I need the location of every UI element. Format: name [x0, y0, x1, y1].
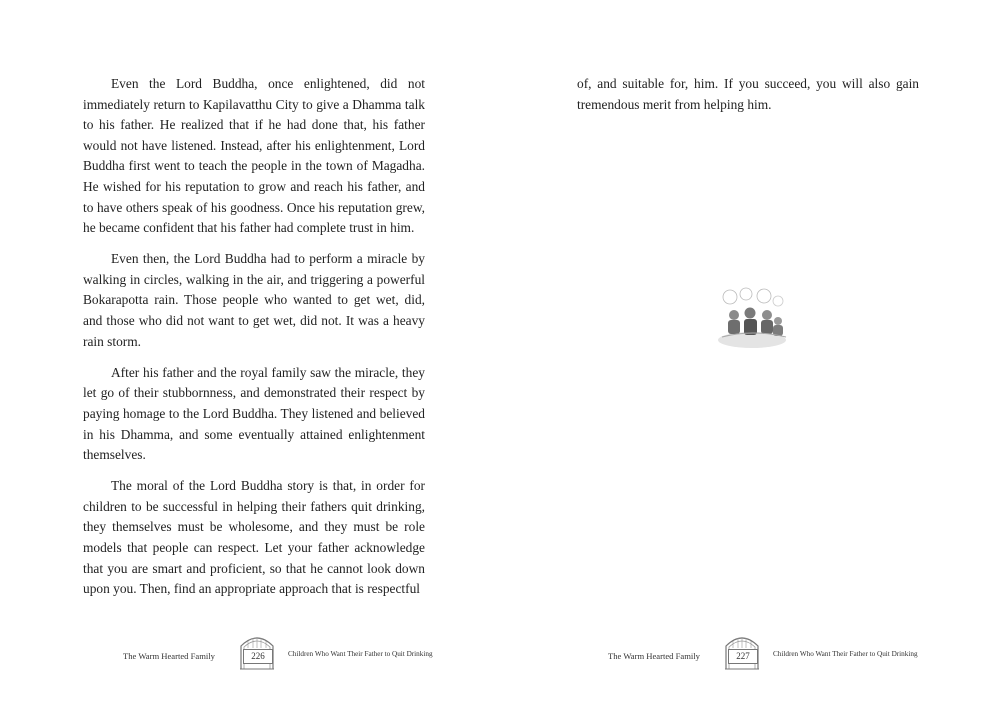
- paragraph: The moral of the Lord Buddha story is that, in order for children to be successful in helping their fathers quit drinking, they themselves must be wholesome, and they must be role models that people can respect. Let your father acknowledge that you are smart and proficient, so that he cannot look down upon you. Then, find an appropriate approach that is respectful: [83, 478, 425, 597]
- book-title: The Warm Hearted Family: [608, 651, 700, 661]
- paragraph: of, and suitable for, him. If you succeed, you will also gain tremendous merit from helping him.: [577, 76, 919, 112]
- children-illustration: [712, 285, 792, 353]
- body-text: [83, 74, 425, 610]
- page-number: 227: [728, 649, 758, 664]
- body-text: [577, 74, 919, 126]
- paragraph: After his father and the royal family saw the miracle, they let go of their stubbornness, and demonstrated their respect by paying homage to the Lord Buddha. They listened and believed in his Dhamma, and some eventually attained enlightenment themselves.: [83, 364, 425, 463]
- right-page: [500, 0, 1000, 707]
- page-footer: [60, 632, 500, 672]
- chapter-title: Children Who Want Their Father to Quit Drinking: [773, 650, 918, 658]
- page-footer: [545, 632, 985, 672]
- page-number: 226: [243, 649, 273, 664]
- paragraph: Even the Lord Buddha, once enlightened, did not immediately return to Kapilavatthu City to give a Dhamma talk to his father. He realized that if he had done that, his father would not have listened. Instead, after his enlightenment, Lord Buddha first went to teach the people in the town of Magadha. He wished for his reputation to grow and reach his father, and to have others speak of his goodness. Once his reputation grew, he became confident that his father had complete trust in him.: [83, 76, 425, 236]
- paragraph: Even then, the Lord Buddha had to perform a miracle by walking in circles, walking in the air, and triggering a powerful Bokarapotta rain. Those people who wanted to get wet, did, and those who did not want to get wet, did not. It was a heavy rain storm.: [83, 251, 425, 349]
- book-title: The Warm Hearted Family: [123, 651, 215, 661]
- chapter-title: Children Who Want Their Father to Quit Drinking: [288, 650, 433, 658]
